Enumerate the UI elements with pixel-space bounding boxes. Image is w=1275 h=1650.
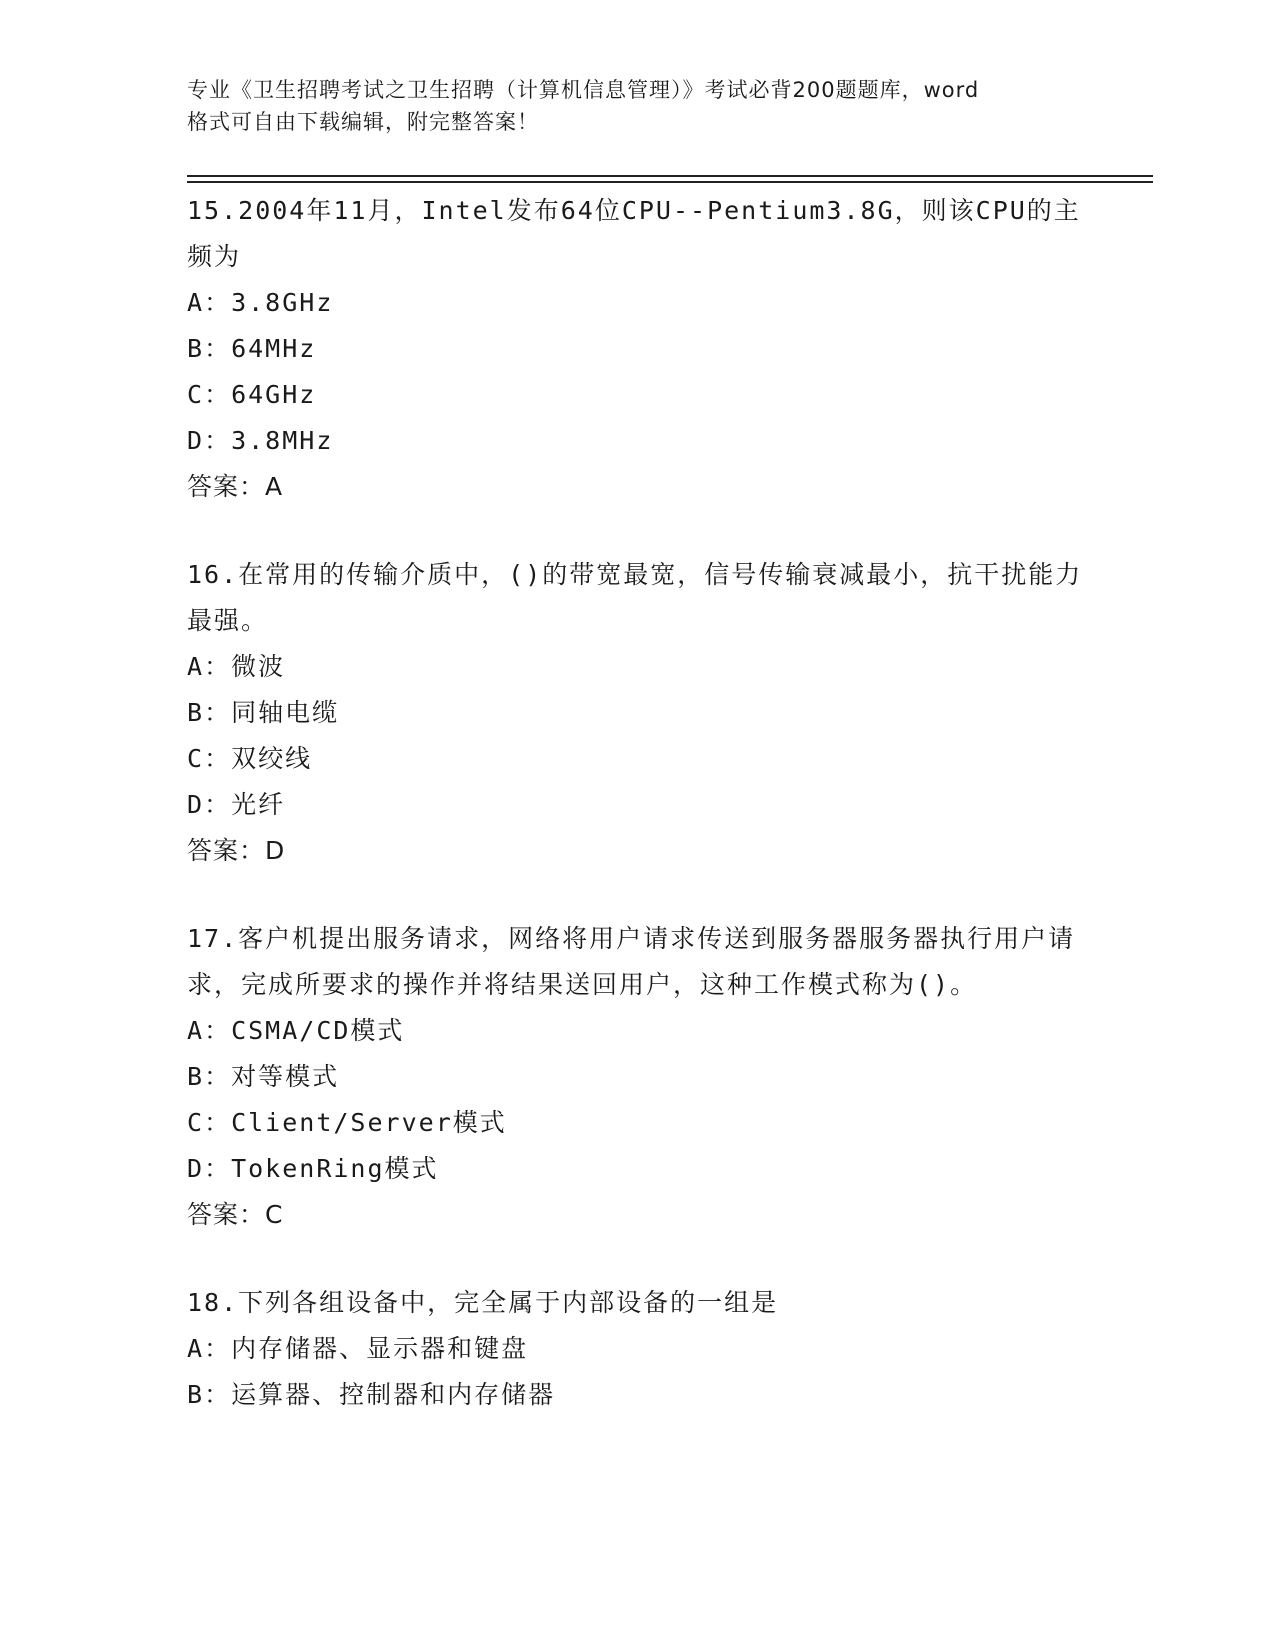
question-16: [187, 552, 1087, 874]
option-letter: C: [187, 1108, 205, 1137]
option-text: 64MHz: [231, 334, 317, 363]
option-text: 微波: [231, 652, 286, 681]
option-c: [187, 1100, 1087, 1146]
option-letter: A: [187, 1334, 205, 1363]
option-letter: C: [187, 380, 205, 409]
option-text: 对等模式: [231, 1062, 340, 1091]
option-letter: D: [187, 426, 205, 455]
option-letter: B: [187, 1062, 205, 1091]
question-text: 18.下列各组设备中，完全属于内部设备的一组是: [187, 1288, 779, 1317]
option-b: [187, 1372, 1087, 1418]
answer-line: 答案：C: [187, 1200, 284, 1229]
question-list: [187, 188, 1087, 1418]
option-separator: ：: [204, 426, 232, 455]
option-separator: ：: [204, 1380, 232, 1409]
option-letter: C: [187, 744, 205, 773]
option-separator: ：: [204, 288, 232, 317]
option-letter: A: [187, 288, 205, 317]
option-separator: ：: [204, 1154, 232, 1183]
option-separator: ：: [204, 1108, 232, 1137]
header-line-1: 专业《卫生招聘考试之卫生招聘（计算机信息管理）》考试必背200题题库，word: [187, 78, 980, 102]
question-15: [187, 188, 1087, 510]
option-separator: ：: [204, 1062, 232, 1091]
option-text: 64GHz: [231, 380, 317, 409]
option-a: [187, 280, 1087, 326]
option-a: [187, 1008, 1087, 1054]
option-separator: ：: [204, 698, 232, 727]
option-text: 同轴电缆: [231, 698, 340, 727]
option-text: Client/Server模式: [231, 1108, 507, 1137]
option-c: [187, 736, 1087, 782]
option-text: 双绞线: [231, 744, 313, 773]
option-letter: B: [187, 334, 205, 363]
option-letter: B: [187, 1380, 205, 1409]
option-a: [187, 1326, 1087, 1372]
option-d: [187, 1146, 1087, 1192]
header-divider-bottom: [187, 181, 1153, 183]
option-text: 光纤: [231, 790, 286, 819]
option-c: [187, 372, 1087, 418]
option-separator: ：: [204, 1016, 232, 1045]
question-18: [187, 1280, 1087, 1418]
option-text: CSMA/CD模式: [231, 1016, 405, 1045]
option-d: [187, 418, 1087, 464]
option-separator: ：: [204, 1334, 232, 1363]
document-header: [187, 74, 1087, 138]
option-separator: ：: [204, 380, 232, 409]
option-separator: ：: [204, 652, 232, 681]
question-text: 15.2004年11月，Intel发布64位CPU--Pentium3.8G，则该CPU的主频为: [187, 196, 1081, 271]
option-letter: A: [187, 652, 205, 681]
option-b: [187, 1054, 1087, 1100]
option-letter: B: [187, 698, 205, 727]
header-line-2: 格式可自由下载编辑，附完整答案！: [187, 110, 539, 134]
option-separator: ：: [204, 790, 232, 819]
option-a: [187, 644, 1087, 690]
option-text: 3.8MHz: [231, 426, 334, 455]
question-spacer: [187, 874, 1087, 916]
question-spacer: [187, 510, 1087, 552]
question-text: 16.在常用的传输介质中，()的带宽最宽，信号传输衰减最小，抗干扰能力最强。: [187, 560, 1083, 635]
answer-line: 答案：D: [187, 836, 286, 865]
option-text: 3.8GHz: [231, 288, 334, 317]
question-spacer: [187, 1238, 1087, 1280]
question-17: [187, 916, 1087, 1238]
option-text: 内存储器、显示器和键盘: [231, 1334, 529, 1363]
answer-line: 答案：A: [187, 472, 284, 501]
question-text: 17.客户机提出服务请求，网络将用户请求传送到服务器服务器执行用户请求，完成所要求的操作并将结果送回用户，这种工作模式称为()。: [187, 924, 1076, 999]
option-letter: D: [187, 790, 205, 819]
option-letter: A: [187, 1016, 205, 1045]
option-b: [187, 326, 1087, 372]
option-b: [187, 690, 1087, 736]
option-separator: ：: [204, 334, 232, 363]
option-text: TokenRing模式: [231, 1154, 439, 1183]
option-separator: ：: [204, 744, 232, 773]
option-text: 运算器、控制器和内存储器: [231, 1380, 556, 1409]
header-divider-top: [187, 175, 1153, 177]
option-letter: D: [187, 1154, 205, 1183]
option-d: [187, 782, 1087, 828]
